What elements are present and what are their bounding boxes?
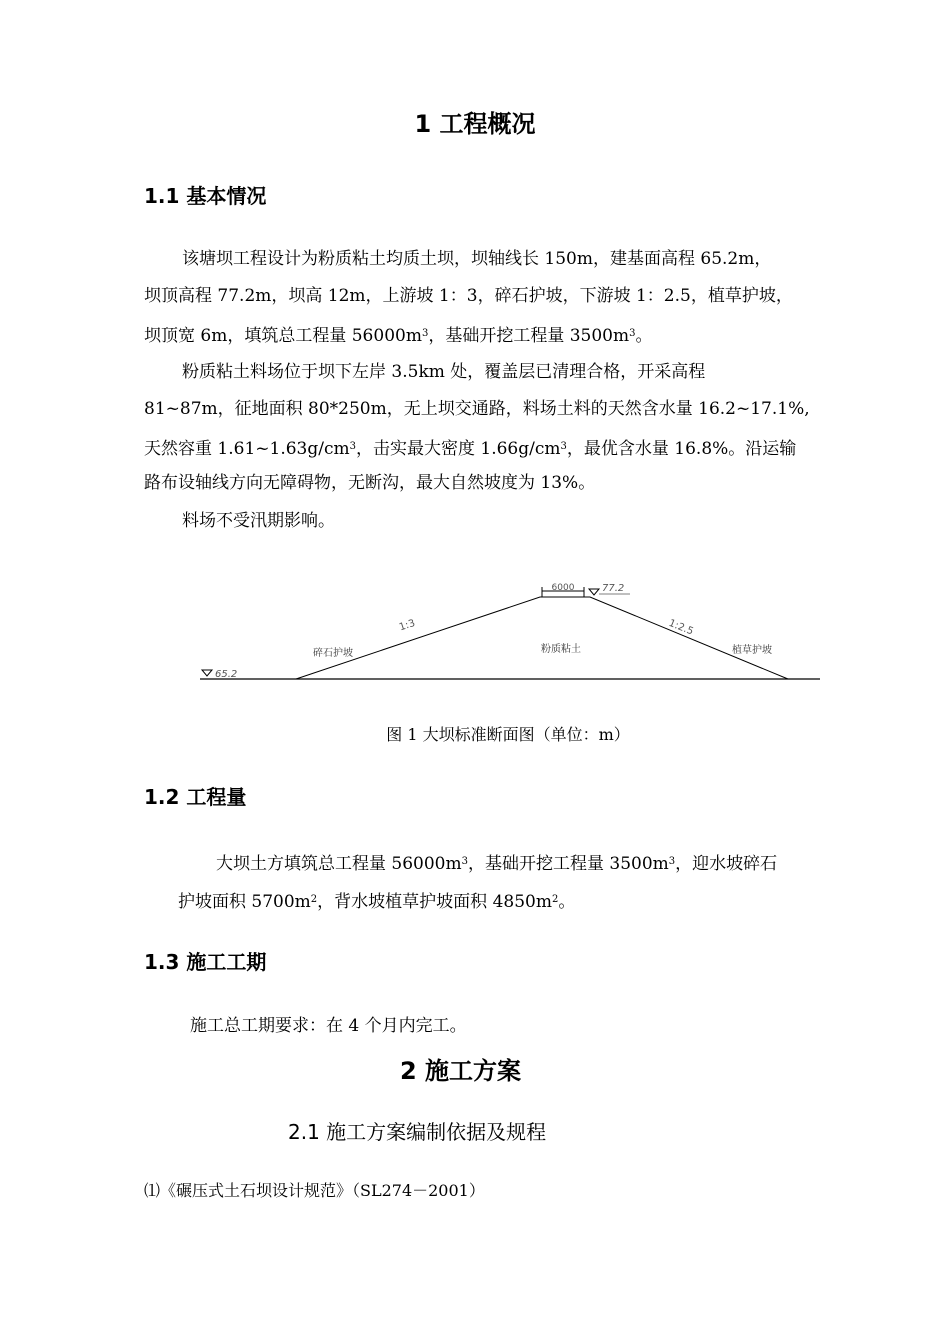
base-elevation-label: 65.2 <box>215 669 238 680</box>
paragraph-line: 天然容重 $1.61\sim 1.63g/cm^3$，击实最大密度 $1.66g/cm^3$，最优含水量 16.8%。沿运输 <box>144 439 797 459</box>
paragraph-line: 施工总工期要求：在 4 个月内完工。 <box>190 1016 467 1036</box>
crest-elevation-marker <box>589 589 599 595</box>
base-elevation-marker <box>202 670 212 676</box>
paragraph-line: 路布设轴线方向无障碍物，无断沟，最大自然坡度为 13%。 <box>144 473 596 493</box>
downstream-slope-label: 1:2.5 <box>666 617 695 638</box>
paragraph-line: 该塘坝工程设计为粉质粘土均质土坝，坝轴线长 150m，建基面高程 65.2m， <box>182 249 772 269</box>
section-1-1-title: 1.1 基本情况 <box>144 184 267 208</box>
reference-item: ⑴《碾压式土石坝设计规范》（SL274－2001） <box>144 1181 485 1200</box>
crest-elevation-label: 77.2 <box>602 583 625 594</box>
dam-outline <box>296 597 788 679</box>
figure-caption: 图 1 大坝标准断面图（单位：m） <box>386 725 630 744</box>
core-material-label: 粉质粘土 <box>541 644 581 655</box>
paragraph-line: 大坝土方填筑总工程量 $56000m^3$，基础开挖工程量 $3500m^3$，迎水坡碎石 <box>216 854 778 874</box>
paragraph-line: 81~87m，征地面积 80*250m，无上坝交通路，料场土料的天然含水量 16.2~17.1%, <box>144 399 810 419</box>
section-1-3-title: 1.3 施工工期 <box>144 950 267 974</box>
paragraph-line: 护坡面积 $5700m^2$，背水坡植草护坡面积 $4850m^2$。 <box>178 892 576 912</box>
paragraph-line: 坝顶宽 6m，填筑总工程量 $56000m^3$，基础开挖工程量 $3500m^3$。 <box>144 326 653 346</box>
section-1-title: 1 工程概况 <box>414 110 536 138</box>
paragraph-line: 坝顶高程 77.2m，坝高 12m，上游坡 1：3，碎石护坡，下游坡 1：2.5，植草护坡， <box>144 286 793 306</box>
upstream-slope-label: 1:3 <box>397 617 417 634</box>
crest-width-label: 6000 <box>551 583 575 593</box>
section-1-2-title: 1.2 工程量 <box>144 785 247 809</box>
section-2-1-title: 2.1 施工方案编制依据及规程 <box>288 1120 547 1144</box>
paragraph-line: 粉质粘土料场位于坝下左岸 3.5km 处，覆盖层已清理合格，开采高程 <box>182 362 706 382</box>
dam-section-diagram <box>0 570 950 700</box>
downstream-protection-label: 植草护坡 <box>732 645 772 656</box>
section-2-title: 2 施工方案 <box>400 1057 522 1085</box>
paragraph-line: 料场不受汛期影响。 <box>182 511 335 531</box>
upstream-protection-label: 碎石护坡 <box>313 648 353 659</box>
